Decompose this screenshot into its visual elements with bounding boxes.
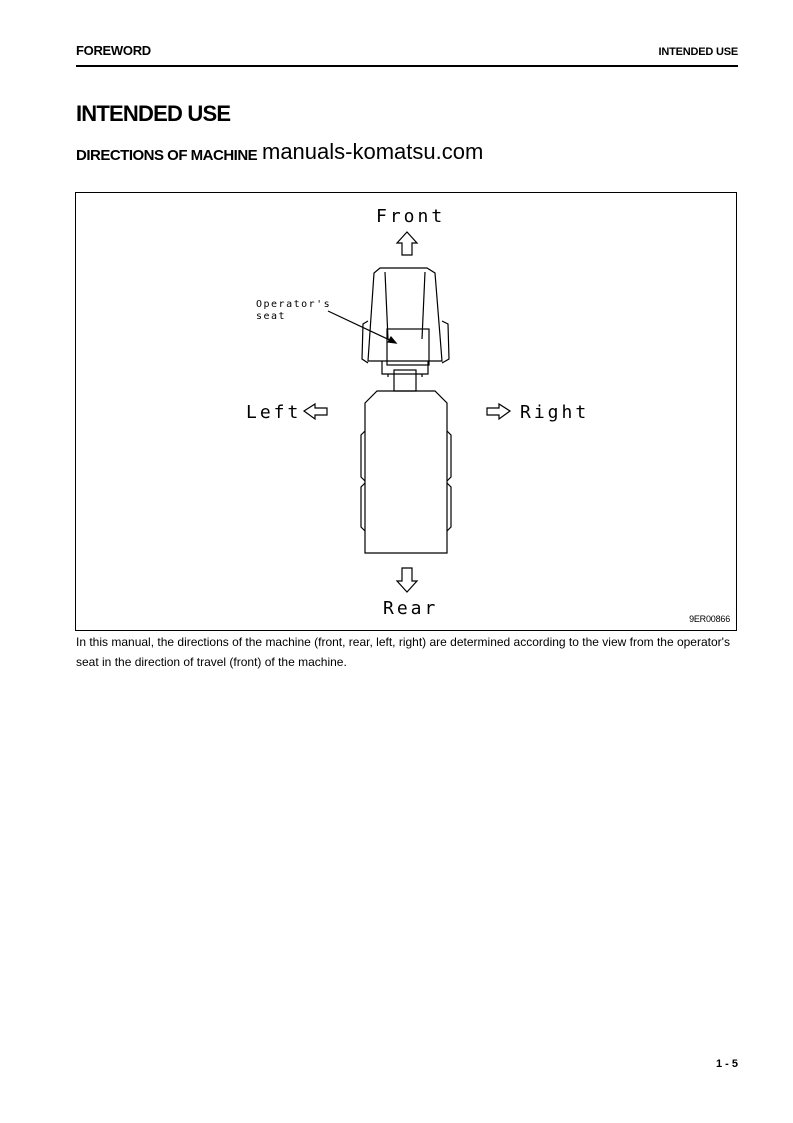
page-title: INTENDED USE [76, 101, 231, 126]
left-arrow-icon [304, 404, 327, 419]
seat-label [256, 299, 331, 323]
front-label: Front [376, 206, 446, 227]
machine-directions-figure [75, 192, 737, 631]
figure-code: 9ER00866 [689, 614, 730, 624]
section-subtitle: DIRECTIONS OF MACHINE [76, 147, 258, 164]
seat-label-line2: seat [256, 311, 287, 322]
page-number: 1 - 5 [715, 1058, 738, 1070]
right-arrow-icon [487, 404, 510, 419]
watermark: manuals-komatsu.com [262, 139, 484, 164]
rear-arrow-icon [397, 568, 417, 592]
seat-label-line1: Operator's [256, 299, 332, 310]
header-rule [76, 65, 738, 67]
right-label: Right [520, 402, 590, 423]
header-section: FOREWORD [76, 43, 151, 58]
front-arrow-icon [397, 232, 417, 255]
front-frame [362, 268, 449, 377]
rear-label: Rear [383, 598, 439, 619]
body-paragraph: In this manual, the directions of the machine (front, rear, left, right) are determined according to the view from the operator's seat in the direction of travel (front) of the machine. [76, 635, 730, 669]
header-topic: INTENDED USE [658, 46, 738, 58]
left-label: Left [246, 402, 302, 423]
articulation-joint [394, 370, 416, 391]
rear-frame [361, 391, 451, 553]
